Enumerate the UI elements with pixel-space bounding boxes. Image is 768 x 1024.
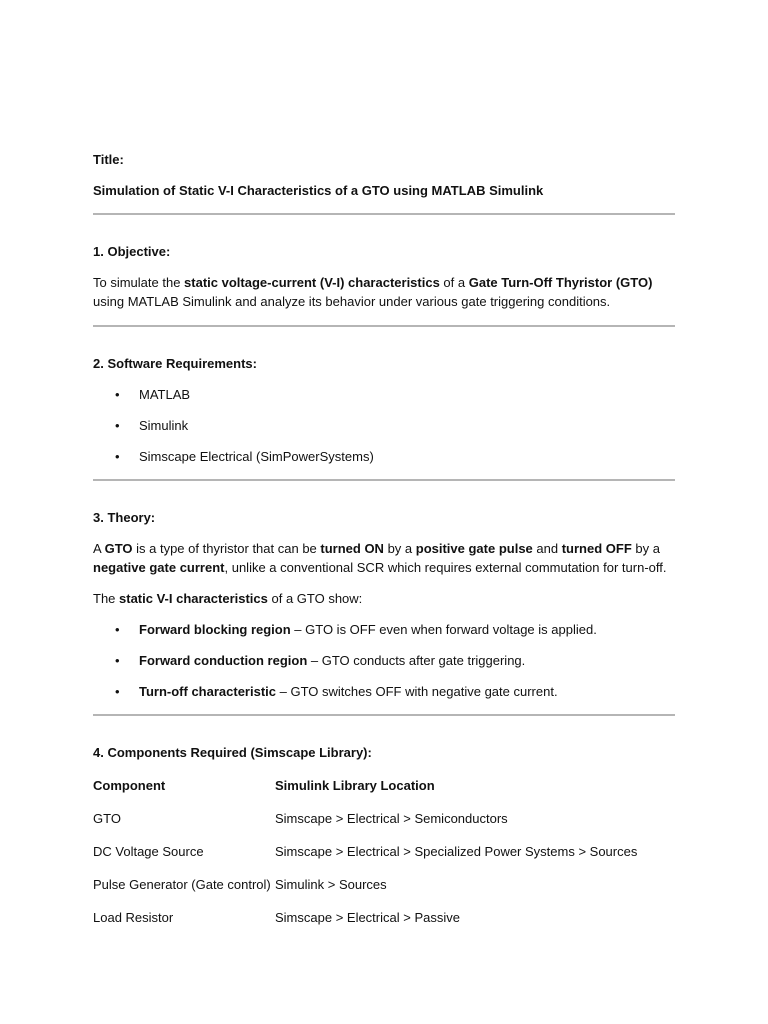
table-row <box>93 842 675 861</box>
table-cell: Simscape > Electrical > Passive <box>275 910 460 925</box>
table-row <box>93 809 675 828</box>
table-cell: DC Voltage Source <box>93 844 204 859</box>
document-title: Simulation of Static V-I Characteristics of a GTO using MATLAB Simulink <box>93 183 544 198</box>
list-item: • Simscape Electrical (SimPowerSystems) <box>115 449 374 464</box>
table-cell: GTO <box>93 811 121 826</box>
table-cell: Simscape > Electrical > Specialized Power Systems > Sources <box>275 844 638 859</box>
table-header-cell: Simulink Library Location <box>275 778 435 793</box>
characteristics-list <box>93 620 675 701</box>
objective-paragraph: To simulate the static voltage-current (V-I) characteristics of a Gate Turn-Off Thyristor (GTO) using MATLAB Simulink and analyze its behavior under various gate triggering conditions. <box>93 275 653 309</box>
objective-heading: 1. Objective: <box>93 244 171 259</box>
theory-paragraph: The static V-I characteristics of a GTO show: <box>93 591 363 606</box>
document-content <box>93 150 675 927</box>
list-item: • Turn-off characteristic – GTO switches OFF with negative gate current. <box>115 684 558 699</box>
table-row <box>93 908 675 927</box>
table-cell: Load Resistor <box>93 910 174 925</box>
table-cell: Simulink > Sources <box>275 877 387 892</box>
divider <box>93 479 675 481</box>
table-cell: Pulse Generator (Gate control) <box>93 877 271 892</box>
title-label: Title: <box>93 152 124 167</box>
software-list <box>93 385 675 466</box>
table-header-row <box>93 776 675 795</box>
divider <box>93 714 675 716</box>
software-heading: 2. Software Requirements: <box>93 356 257 371</box>
table-cell: Simscape > Electrical > Semiconductors <box>275 811 508 826</box>
list-item: • Forward blocking region – GTO is OFF even when forward voltage is applied. <box>115 622 597 637</box>
list-item: • Forward conduction region – GTO conducts after gate triggering. <box>115 653 526 668</box>
theory-paragraph: A GTO is a type of thyristor that can be turned ON by a positive gate pulse and turned OFF by a negative gate current, unlike a conventional SCR which requires external commutation for turn-off. <box>93 541 667 575</box>
components-table <box>93 776 675 927</box>
table-header-cell: Component <box>93 778 166 793</box>
divider <box>93 325 675 327</box>
theory-heading: 3. Theory: <box>93 510 156 525</box>
divider <box>93 213 675 215</box>
components-heading: 4. Components Required (Simscape Library): <box>93 745 372 760</box>
list-item: • MATLAB <box>115 387 191 402</box>
table-row <box>93 875 675 894</box>
list-item: • Simulink <box>115 418 189 433</box>
